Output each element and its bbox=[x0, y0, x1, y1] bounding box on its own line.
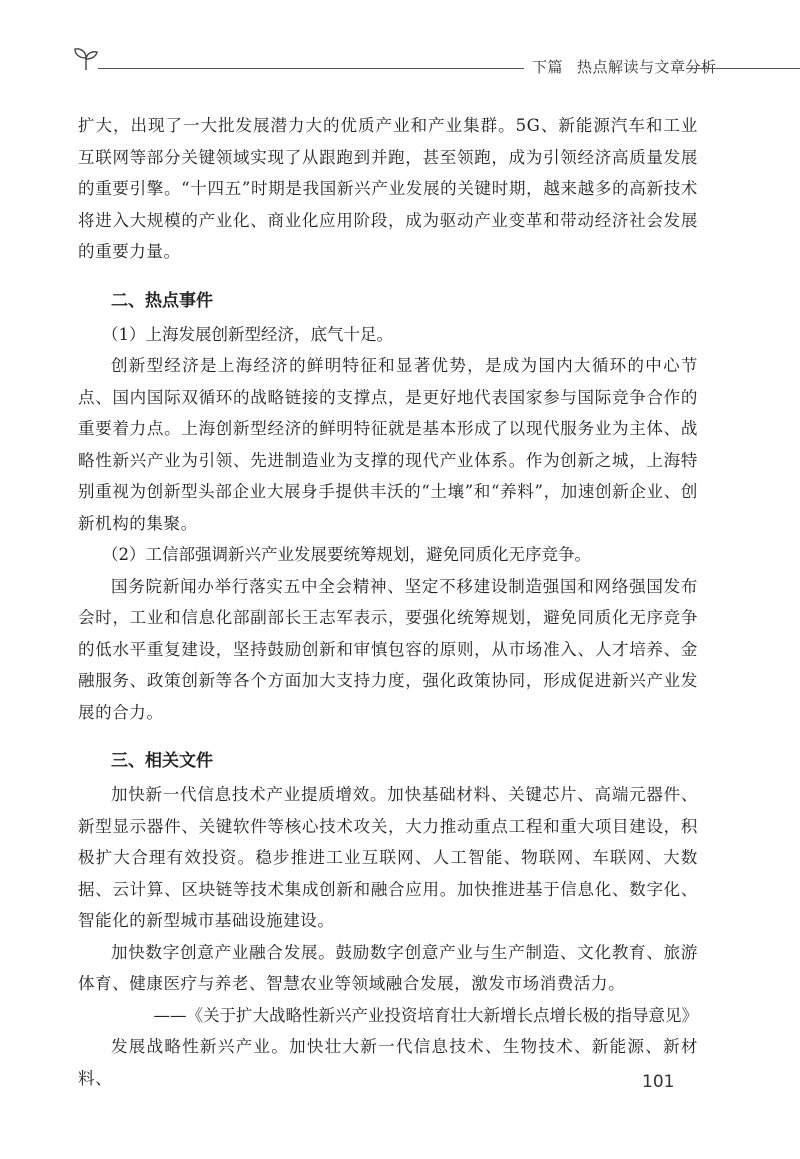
header-section: 热点解读与文章分析 bbox=[577, 58, 717, 76]
paragraph-it-industry: 加快新一代信息技术产业提质增效。加快基础材料、关键芯片、高端元器件、新型显示器件、关键软件等核心技术攻关，大力推动重点工程和重大项目建设，积极扩大合理有效投资。稳步推进工业互联网、人工智能、物联网、车联网、大数据、云计算、区块链等技术集成创新和融合应用。加快推进基于信息化、数字化、智能化的新型城市基础设施建设。 bbox=[78, 785, 698, 930]
header-rule-left bbox=[98, 68, 524, 69]
header-rule-right bbox=[686, 68, 800, 69]
sprout-icon bbox=[72, 44, 100, 72]
paragraph-continued: 扩大，出现了一大批发展潜力大的优质产业和产业集群。5G、新能源汽车和工业互联网等部分关键领域实现了从跟跑到并跑，甚至领跑，成为引领经济高质量发展的重要引擎。“十四五”时期是我国新兴产业发展的关键时期，越来越多的高新技术将进入大规模的产业化、商业化应用阶段，成为驱动产业变革和带动经济社会发展的重要力量。 bbox=[78, 116, 698, 261]
page-number: 101 bbox=[642, 1072, 675, 1092]
section-heading-hot-events: 二、热点事件 bbox=[111, 290, 213, 311]
paragraph-emerging-industries: 发展战略性新兴产业。加快壮大新一代信息技术、生物技术、新能源、新材料、 bbox=[78, 1037, 698, 1088]
header-part: 下篇 bbox=[532, 58, 564, 76]
section-heading-documents: 三、相关文件 bbox=[111, 751, 213, 771]
subheading-miit: （2）工信部强调新兴产业发展要统筹规划，避免同质化无序竞争。 bbox=[102, 545, 591, 564]
paragraph-miit: 国务院新闻办举行落实五中全会精神、坚定不移建设制造强国和网络强国发布会时，工业和信息化部副部长王志军表示，要强化统筹规划，避免同质化无序竞争的低水平重复建设，坚持鼓励创新和审慎包容的原则，从市场准入、人才培养、金融服务、政策创新等各个方面加大支持力度，强化政策协同，形成促进新兴产业发展的合力。 bbox=[78, 576, 698, 722]
paragraph-digital-creative: 加快数字创意产业融合发展。鼓励数字创意产业与生产制造、文化教育、旅游体育、健康医疗与养老、智慧农业等领域融合发展，激发市场消费活力。 bbox=[78, 942, 698, 993]
header-title bbox=[532, 56, 717, 77]
paragraph-shanghai: 创新型经济是上海经济的鲜明特征和显著优势，是成为国内大循环的中心节点、国内国际双循环的战略链接的支撑点，是更好地代表国家参与国际竞争合作的重要着力点。上海创新型经济的鲜明特征就是基本形成了以现代服务业为主体、战略性新兴产业为引领、先进制造业为支撑的现代产业体系。作为创新之城，上海特别重视为创新型头部企业大展身手提供丰沃的“土壤”和“养料”，加速创新企业、创新机构的集聚。 bbox=[78, 356, 698, 533]
subheading-shanghai: （1）上海发展创新型经济，底气十足。 bbox=[102, 324, 393, 344]
page-body bbox=[78, 110, 698, 1094]
running-header bbox=[72, 44, 800, 84]
source-citation: ——《关于扩大战略性新兴产业投资培育壮大新增长点增长极的指导意见》 bbox=[153, 1005, 698, 1025]
